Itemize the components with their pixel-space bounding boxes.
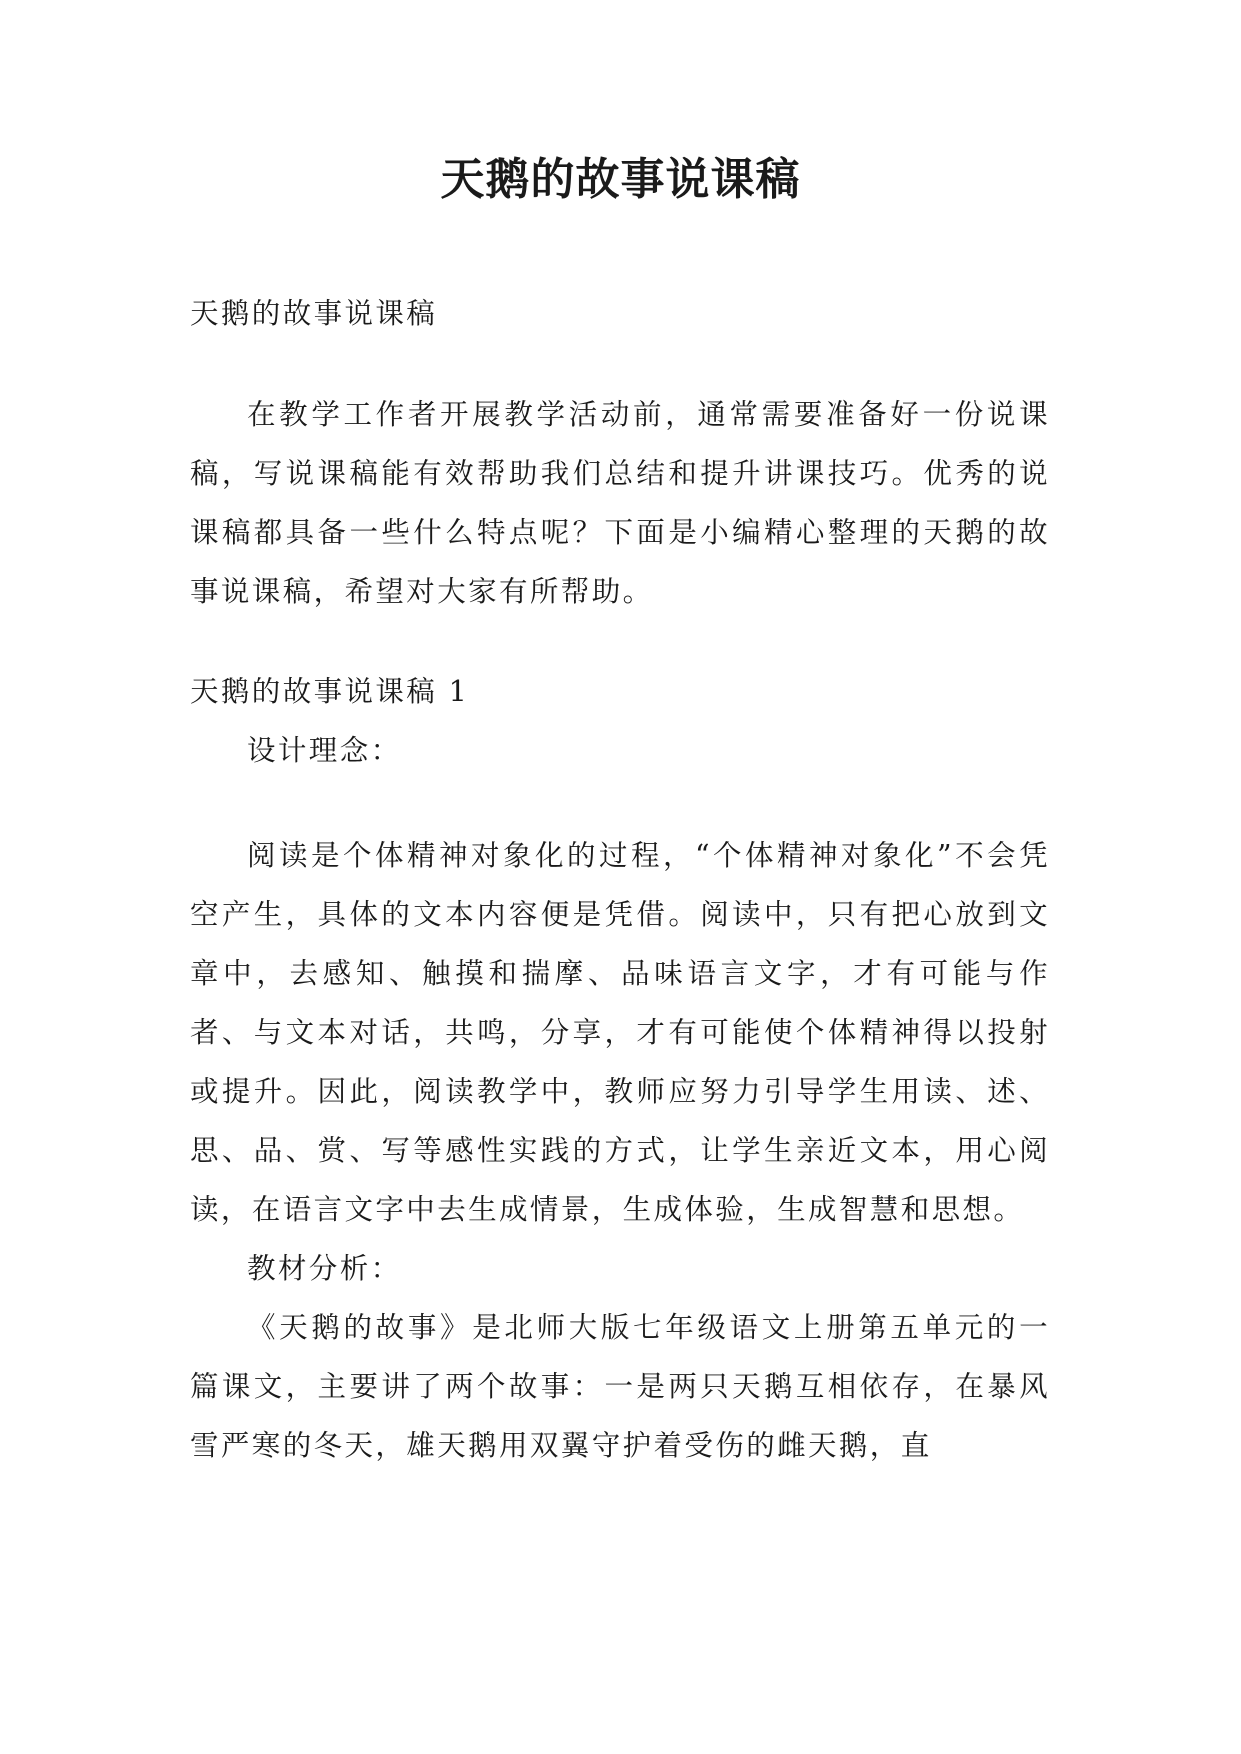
design-concept-heading: 设计理念： <box>247 734 402 767</box>
document-body <box>190 284 1050 1475</box>
design-concept-paragraph: 阅读是个体精神对象化的过程，“个体精神对象化”不会凭空产生，具体的文本内容便是凭借。阅读中，只有把心放到文章中，去感知、触摸和揣摩、品味语言文字，才有可能与作者、与文本对话，共鸣，分享，才有可能使个体精神得以投射或提升。因此，阅读教学中，教师应努力引导学生用读、述、思、品、赏、写等感性实践的方式，让学生亲近文本，用心阅读，在语言文字中去生成情景，生成体验，生成智慧和思想。 <box>190 839 1050 1226</box>
intro-paragraph: 在教学工作者开展教学活动前，通常需要准备好一份说课稿，写说课稿能有效帮助我们总结和提升讲课技巧。优秀的说课稿都具备一些什么特点呢？下面是小编精心整理的天鹅的故事说课稿，希望对大家有所帮助。 <box>190 398 1050 608</box>
document-subtitle: 天鹅的故事说课稿 <box>190 297 438 330</box>
document-title: 天鹅的故事说课稿 <box>440 154 801 205</box>
textbook-analysis-paragraph: 《天鹅的故事》是北师大版七年级语文上册第五单元的一篇课文，主要讲了两个故事：一是两只天鹅互相依存，在暴风雪严寒的冬天，雄天鹅用双翼守护着受伤的雌天鹅，直 <box>190 1311 1050 1462</box>
textbook-analysis-heading: 教材分析： <box>247 1252 402 1285</box>
section-heading: 天鹅的故事说课稿 1 <box>190 675 470 708</box>
